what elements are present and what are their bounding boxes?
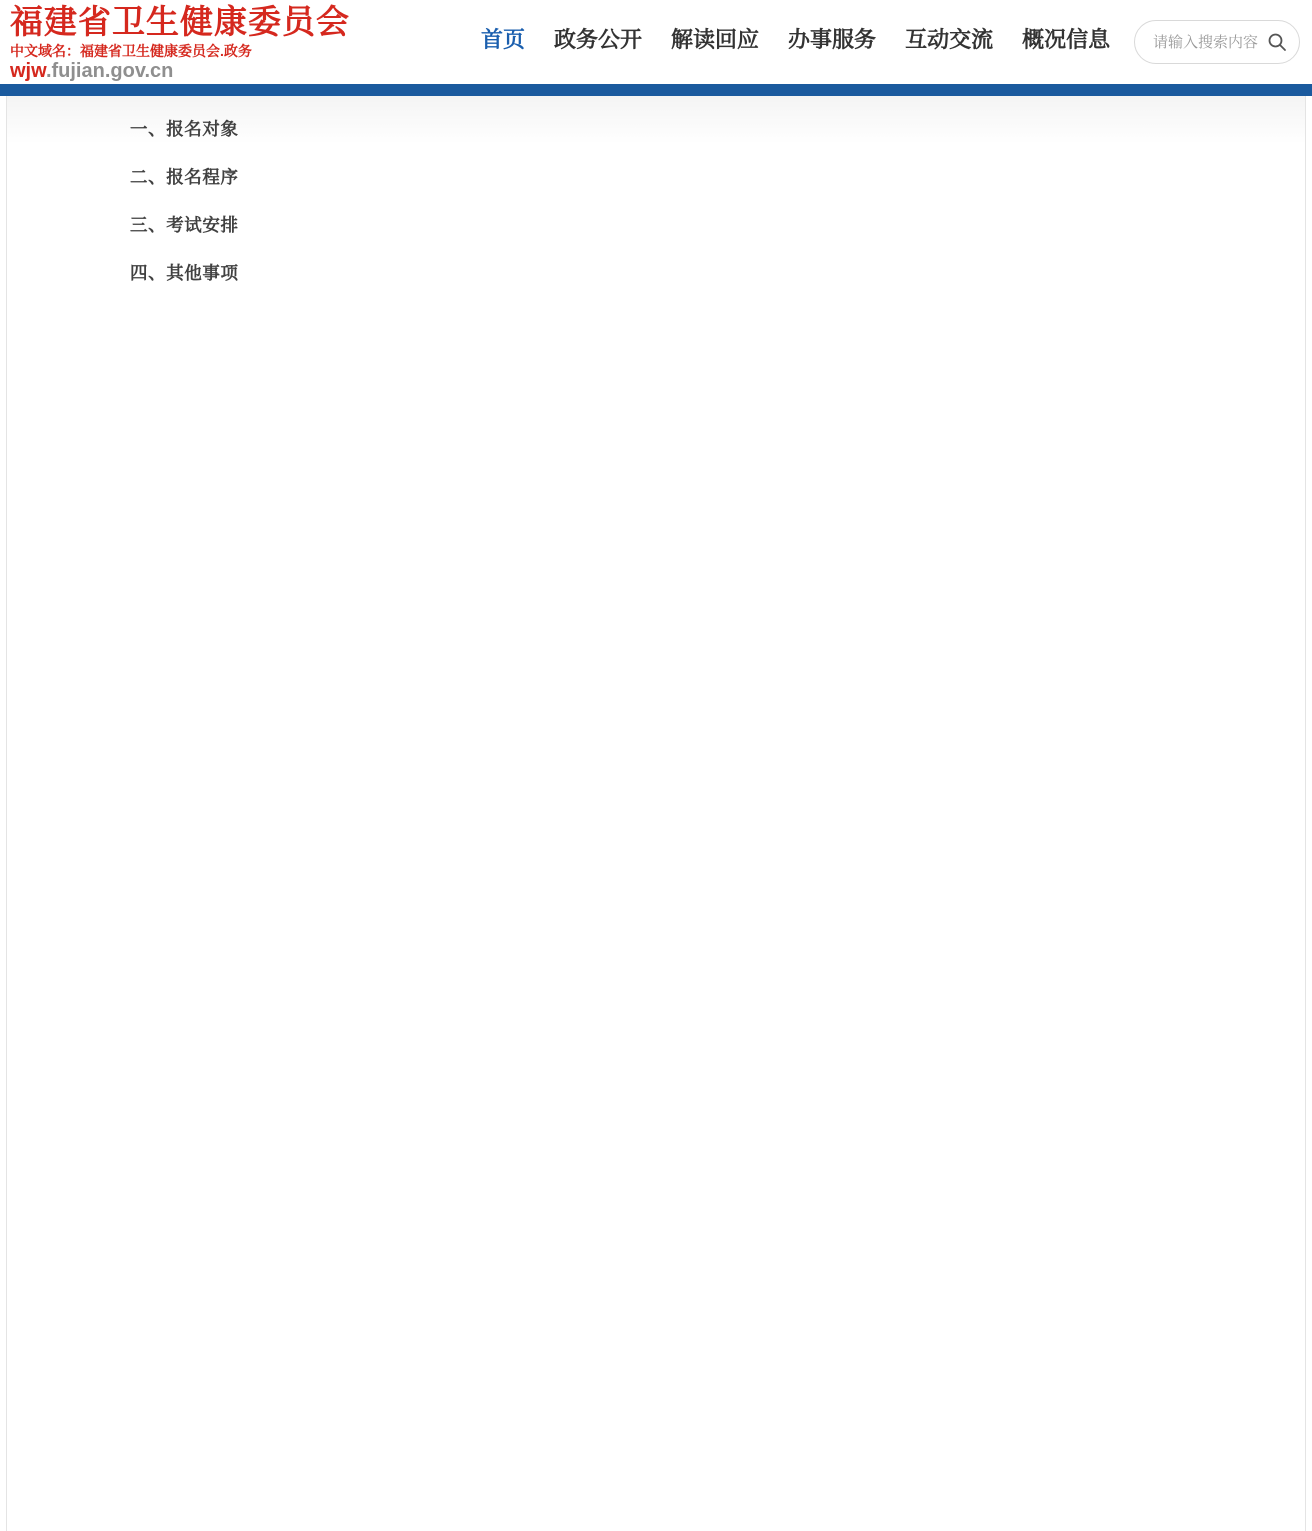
header-divider-bar	[0, 84, 1312, 96]
site-logo-title: 福建省卫生健康委员会	[10, 2, 350, 41]
notice-article	[95, 115, 1223, 289]
nav-item-5[interactable]: 概况信息	[1022, 27, 1111, 52]
nav-item-0[interactable]: 首页	[481, 27, 526, 52]
site-logo-domain-suffix: .fujian.gov.cn	[45, 60, 174, 82]
search-input[interactable]	[1151, 33, 1267, 52]
section-heading: 二、报名程序	[130, 168, 239, 188]
section-heading: 三、考试安排	[130, 216, 239, 236]
site-logo-subtitle: 中文域名：福建省卫生健康委员会.政务	[10, 43, 252, 59]
nav-item-2[interactable]: 解读回应	[671, 27, 760, 52]
main-nav	[481, 0, 1110, 84]
site-header	[0, 0, 1312, 84]
section-heading: 四、其他事项	[130, 264, 239, 284]
nav-item-3[interactable]: 办事服务	[788, 27, 877, 52]
nav-item-1[interactable]: 政务公开	[554, 27, 643, 52]
nav-item-4[interactable]: 互动交流	[905, 27, 994, 52]
content-area	[6, 96, 1306, 1531]
site-logo-domain	[10, 60, 350, 83]
search-icon	[1267, 32, 1287, 52]
search-button[interactable]	[1267, 32, 1287, 52]
site-logo-domain-prefix: wjw	[10, 60, 46, 82]
search-box	[1134, 20, 1300, 64]
site-logo[interactable]	[10, 3, 350, 83]
section-heading: 一、报名对象	[130, 120, 239, 140]
